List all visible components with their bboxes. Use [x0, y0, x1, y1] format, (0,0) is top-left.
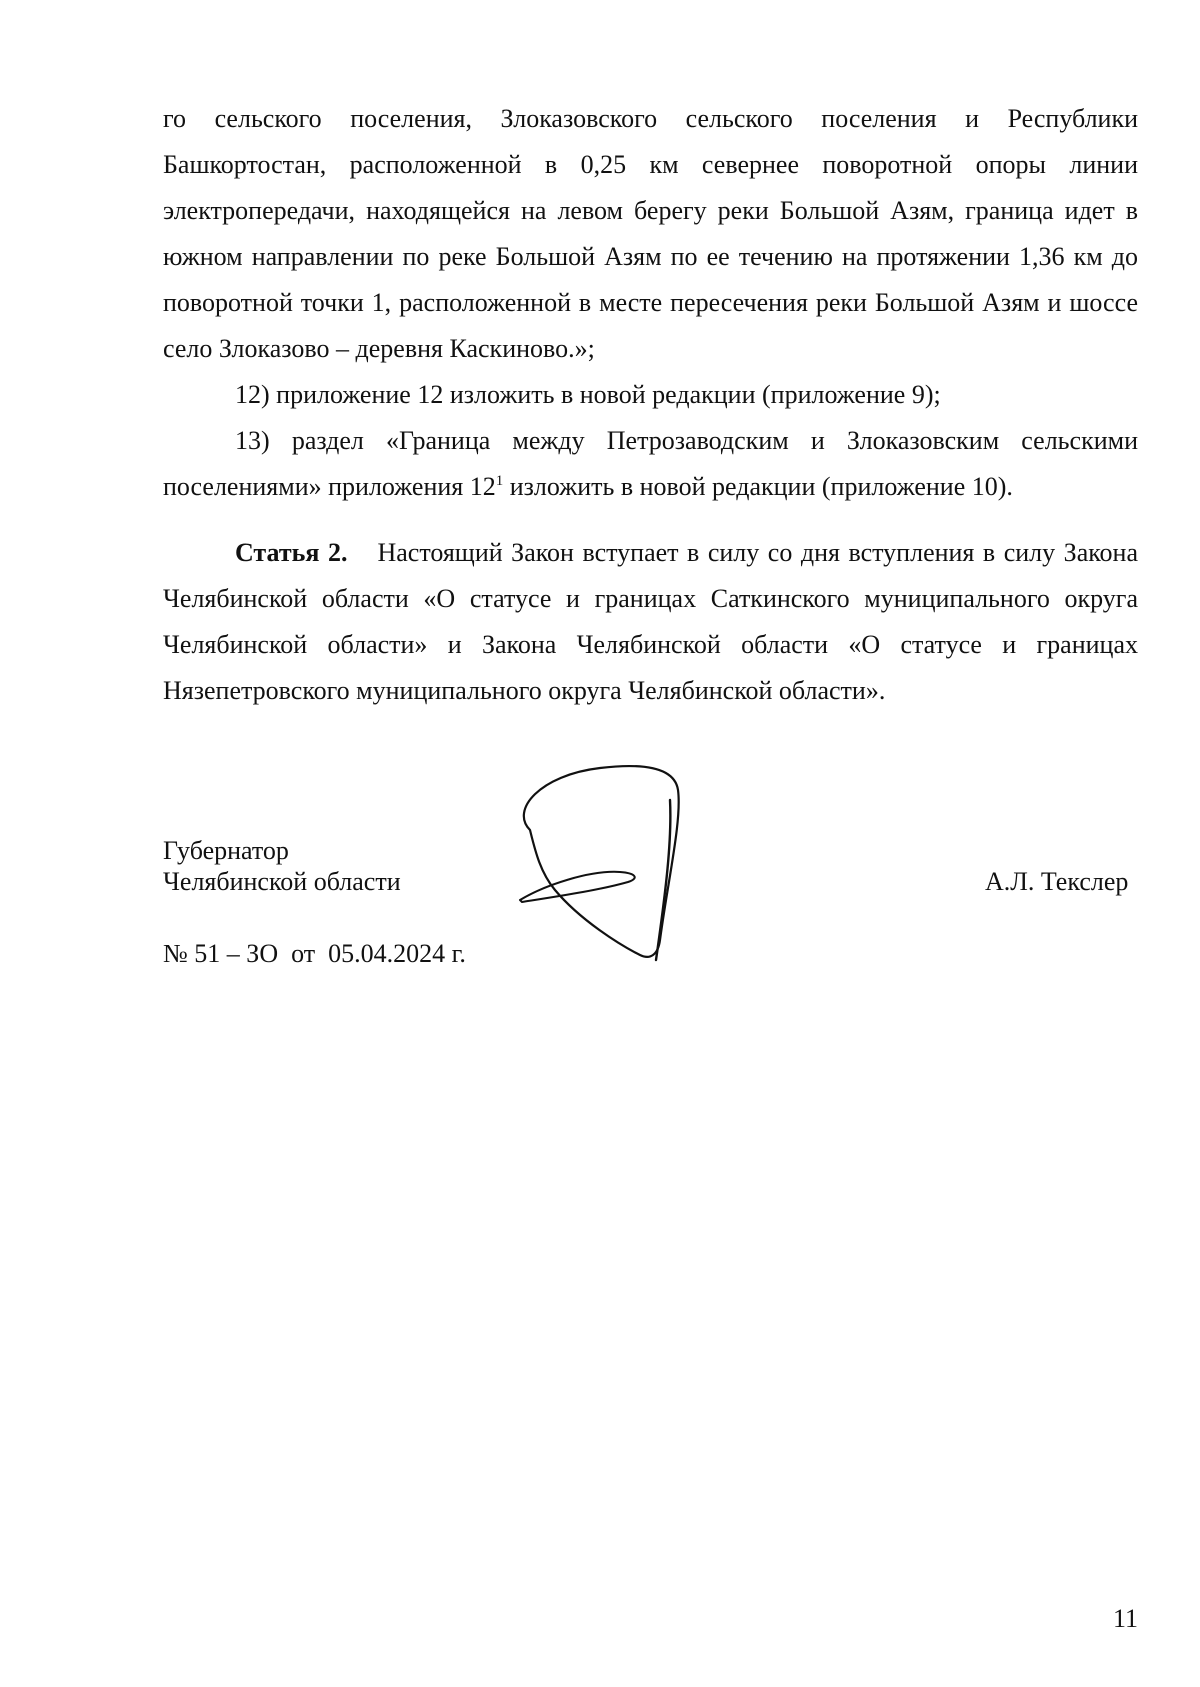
signatory-title [163, 835, 401, 897]
amendment-item-13-text-end: изложить в новой редакции (приложение 10). [503, 472, 1013, 501]
page-number: 11 [1113, 1604, 1139, 1633]
signatory-title-line-2: Челябинской области [163, 867, 401, 896]
article-2-text: Настоящий Закон вступает в силу со дня вступления в силу Закона Челябинской области «О статусе и границах Саткинского муниципального округа Челябинской области» и Закона Челябинской области «О статусе и границах Нязепетровского муниципального округа Челябинской области». [163, 538, 1138, 705]
boundary-description-paragraph: го сельского поселения, Злоказовского сельского поселения и Республики Башкортостан, расположенной в 0,25 км севернее поворотной опоры линии электропередачи, находящейся на левом берегу реки Большой Азям, граница идет в южном направлении по реке Большой Азям по ее течению на протяжении 1,36 км до поворотной точки 1, расположенной в месте пересечения реки Большой Азям и шоссе село Злоказово – деревня Каскиново.»; [163, 104, 1138, 363]
article-2-paragraph [163, 530, 1138, 714]
amendment-item-12: 12) приложение 12 изложить в новой редакции (приложение 9); [235, 380, 941, 409]
law-number-and-date: № 51 – ЗО от 05.04.2024 г. [163, 939, 466, 968]
signatory-title-line-1: Губернатор [163, 836, 289, 865]
article-2-heading: Статья 2. [235, 538, 348, 567]
article-2-section [163, 530, 1138, 714]
amendment-item-13 [163, 418, 1138, 510]
handwritten-signature [500, 760, 730, 970]
amendment-item-13-superscript: 1 [495, 473, 504, 489]
law-amendments-body [163, 96, 1138, 510]
amendment-item-13-text: 13) раздел «Граница между Петрозаводским и Злоказовским сельскими поселениями» приложения 12 [163, 426, 1138, 501]
signatory-name: А.Л. Текслер [985, 867, 1129, 896]
